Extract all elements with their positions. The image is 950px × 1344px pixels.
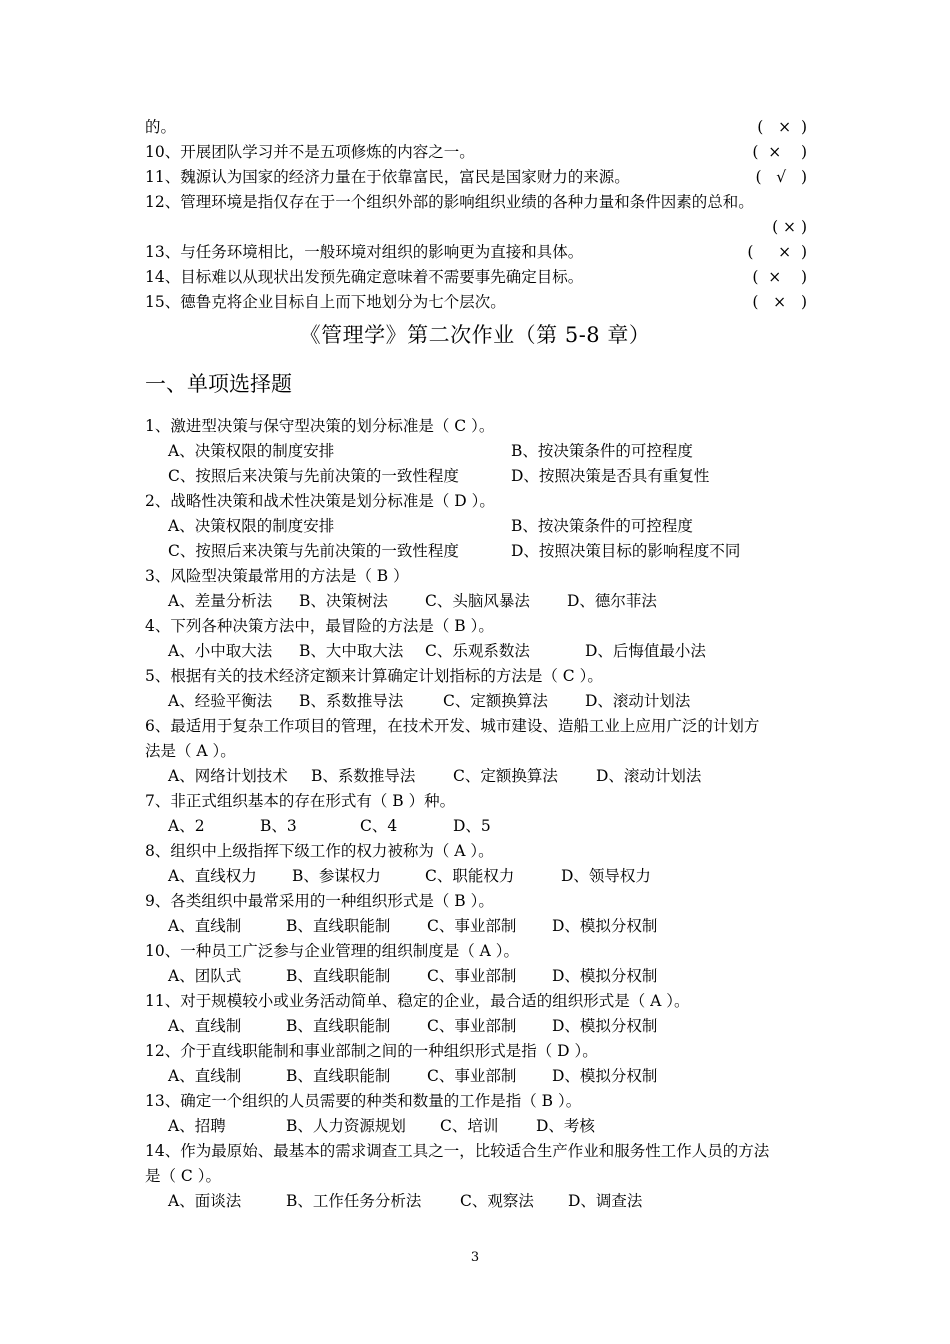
option-c: C、事业部制 bbox=[427, 1017, 517, 1035]
question-14-line-1: 14、作为最原始、最基本的需求调查工具之一，比较适合生产作业和服务性工作人员的方法 bbox=[145, 1142, 770, 1160]
question-6-line-1: 6、最适用于复杂工作项目的管理，在技术开发、城市建设、造船工业上应用广泛的计划方 bbox=[145, 717, 760, 735]
option-a: A、决策权限的制度安排 bbox=[168, 442, 335, 460]
option-d: D、后悔值最小法 bbox=[585, 642, 706, 660]
judgment-answer: ( × ) bbox=[752, 293, 807, 311]
option-b: B、直线职能制 bbox=[286, 917, 391, 935]
option-b: B、系数推导法 bbox=[311, 767, 416, 785]
option-d: D、按照决策是否具有重复性 bbox=[511, 467, 710, 485]
option-b: B、系数推导法 bbox=[299, 692, 404, 710]
judgment-line-14: 14、目标难以从现状出发预先确定意味着不需要事先确定目标。 bbox=[145, 268, 584, 286]
option-b: B、参谋权力 bbox=[292, 867, 381, 885]
question-12: 12、介于直线职能制和事业部制之间的一种组织形式是指（ D ）。 bbox=[145, 1042, 598, 1060]
judgment-line-12: 12、管理环境是指仅存在于一个组织外部的影响组织业绩的各种力量和条件因素的总和。 bbox=[145, 193, 754, 211]
option-d: D、调查法 bbox=[568, 1192, 643, 1210]
option-d: D、德尔菲法 bbox=[567, 592, 657, 610]
option-a: A、团队式 bbox=[168, 967, 242, 985]
option-a: A、网络计划技术 bbox=[168, 767, 288, 785]
option-c: C、培训 bbox=[440, 1117, 499, 1135]
option-c: C、事业部制 bbox=[427, 1067, 517, 1085]
question-5: 5、根据有关的技术经济定额来计算确定计划指标的方法是（ C ）。 bbox=[145, 667, 603, 685]
option-c: C、头脑风暴法 bbox=[425, 592, 530, 610]
option-c: C、乐观系数法 bbox=[425, 642, 530, 660]
judgment-line-11: 11、魏源认为国家的经济力量在于依靠富民，富民是国家财力的来源。 bbox=[145, 168, 630, 186]
option-b: B、人力资源规划 bbox=[286, 1117, 406, 1135]
question-3: 3、风险型决策最常用的方法是（ B ） bbox=[145, 567, 409, 585]
judgment-answer: ( × ) bbox=[772, 218, 807, 236]
option-d: D、模拟分权制 bbox=[552, 967, 658, 985]
option-a: A、面谈法 bbox=[168, 1192, 242, 1210]
assignment-title: 《管理学》第二次作业（第 5-8 章） bbox=[299, 323, 651, 347]
option-c: C、按照后来决策与先前决策的一致性程度 bbox=[168, 542, 459, 560]
option-a: A、决策权限的制度安排 bbox=[168, 517, 335, 535]
judgment-answer: ( × ) bbox=[757, 118, 807, 136]
judgment-line-15: 15、德鲁克将企业目标自上而下地划分为七个层次。 bbox=[145, 293, 506, 311]
option-c: C、事业部制 bbox=[427, 917, 517, 935]
option-c: C、事业部制 bbox=[427, 967, 517, 985]
question-9: 9、各类组织中最常采用的一种组织形式是（ B ）。 bbox=[145, 892, 494, 910]
option-a: A、2 bbox=[168, 817, 205, 835]
option-d: D、5 bbox=[453, 817, 491, 835]
question-8: 8、组织中上级指挥下级工作的权力被称为（ A ）。 bbox=[145, 842, 494, 860]
option-c: C、定额换算法 bbox=[453, 767, 558, 785]
judgment-answer: ( √ ) bbox=[755, 168, 807, 186]
option-c: C、按照后来决策与先前决策的一致性程度 bbox=[168, 467, 459, 485]
option-a: A、招聘 bbox=[168, 1117, 226, 1135]
option-a: A、直线制 bbox=[168, 1017, 242, 1035]
option-b: B、大中取大法 bbox=[299, 642, 404, 660]
judgment-line-10: 10、开展团队学习并不是五项修炼的内容之一。 bbox=[145, 143, 475, 161]
option-a: A、经验平衡法 bbox=[168, 692, 273, 710]
option-a: A、差量分析法 bbox=[168, 592, 273, 610]
question-4: 4、下列各种决策方法中，最冒险的方法是（ B ）。 bbox=[145, 617, 494, 635]
option-b: B、直线职能制 bbox=[286, 1017, 391, 1035]
option-c: C、4 bbox=[360, 817, 398, 835]
option-d: D、按照决策目标的影响程度不同 bbox=[511, 542, 741, 560]
section-heading: 一、单项选择题 bbox=[145, 372, 292, 396]
question-2: 2、战略性决策和战术性决策是划分标准是（ D ）。 bbox=[145, 492, 495, 510]
option-b: B、直线职能制 bbox=[286, 1067, 391, 1085]
option-b: B、按决策条件的可控程度 bbox=[511, 517, 693, 535]
option-c: C、职能权力 bbox=[425, 867, 515, 885]
option-a: A、直线制 bbox=[168, 1067, 242, 1085]
option-d: D、领导权力 bbox=[561, 867, 651, 885]
option-b: B、工作任务分析法 bbox=[286, 1192, 422, 1210]
option-b: B、3 bbox=[260, 817, 297, 835]
option-d: D、滚动计划法 bbox=[596, 767, 702, 785]
judgment-line-13: 13、与任务环境相比，一般环境对组织的影响更为直接和具体。 bbox=[145, 243, 584, 261]
question-1: 1、激进型决策与保守型决策的划分标准是（ C ）。 bbox=[145, 417, 495, 435]
question-10: 10、一种员工广泛参与企业管理的组织制度是（ A ）。 bbox=[145, 942, 520, 960]
question-7: 7、非正式组织基本的存在形式有（ B ）种。 bbox=[145, 792, 456, 810]
option-a: A、小中取大法 bbox=[168, 642, 273, 660]
judgment-line-9-tail: 的。 bbox=[145, 118, 177, 136]
option-b: B、直线职能制 bbox=[286, 967, 391, 985]
judgment-answer: ( × ) bbox=[752, 268, 807, 286]
option-c: C、定额换算法 bbox=[443, 692, 548, 710]
question-13: 13、确定一个组织的人员需要的种类和数量的工作是指（ B ）。 bbox=[145, 1092, 582, 1110]
option-b: B、按决策条件的可控程度 bbox=[511, 442, 693, 460]
question-6-line-2: 法是（ A ）。 bbox=[145, 742, 236, 760]
option-d: D、模拟分权制 bbox=[552, 917, 658, 935]
question-11: 11、对于规模较小或业务活动简单、稳定的企业，最合适的组织形式是（ A ）。 bbox=[145, 992, 690, 1010]
option-a: A、直线制 bbox=[168, 917, 242, 935]
judgment-answer: ( × ) bbox=[747, 243, 807, 261]
page-number: 3 bbox=[470, 1250, 480, 1265]
option-d: D、模拟分权制 bbox=[552, 1067, 658, 1085]
option-c: C、观察法 bbox=[460, 1192, 534, 1210]
option-d: D、考核 bbox=[536, 1117, 595, 1135]
judgment-answer: ( × ) bbox=[752, 143, 807, 161]
option-d: D、模拟分权制 bbox=[552, 1017, 658, 1035]
question-14-line-2: 是（ C ）。 bbox=[145, 1167, 221, 1185]
option-b: B、决策树法 bbox=[299, 592, 388, 610]
option-d: D、滚动计划法 bbox=[585, 692, 691, 710]
option-a: A、直线权力 bbox=[168, 867, 257, 885]
